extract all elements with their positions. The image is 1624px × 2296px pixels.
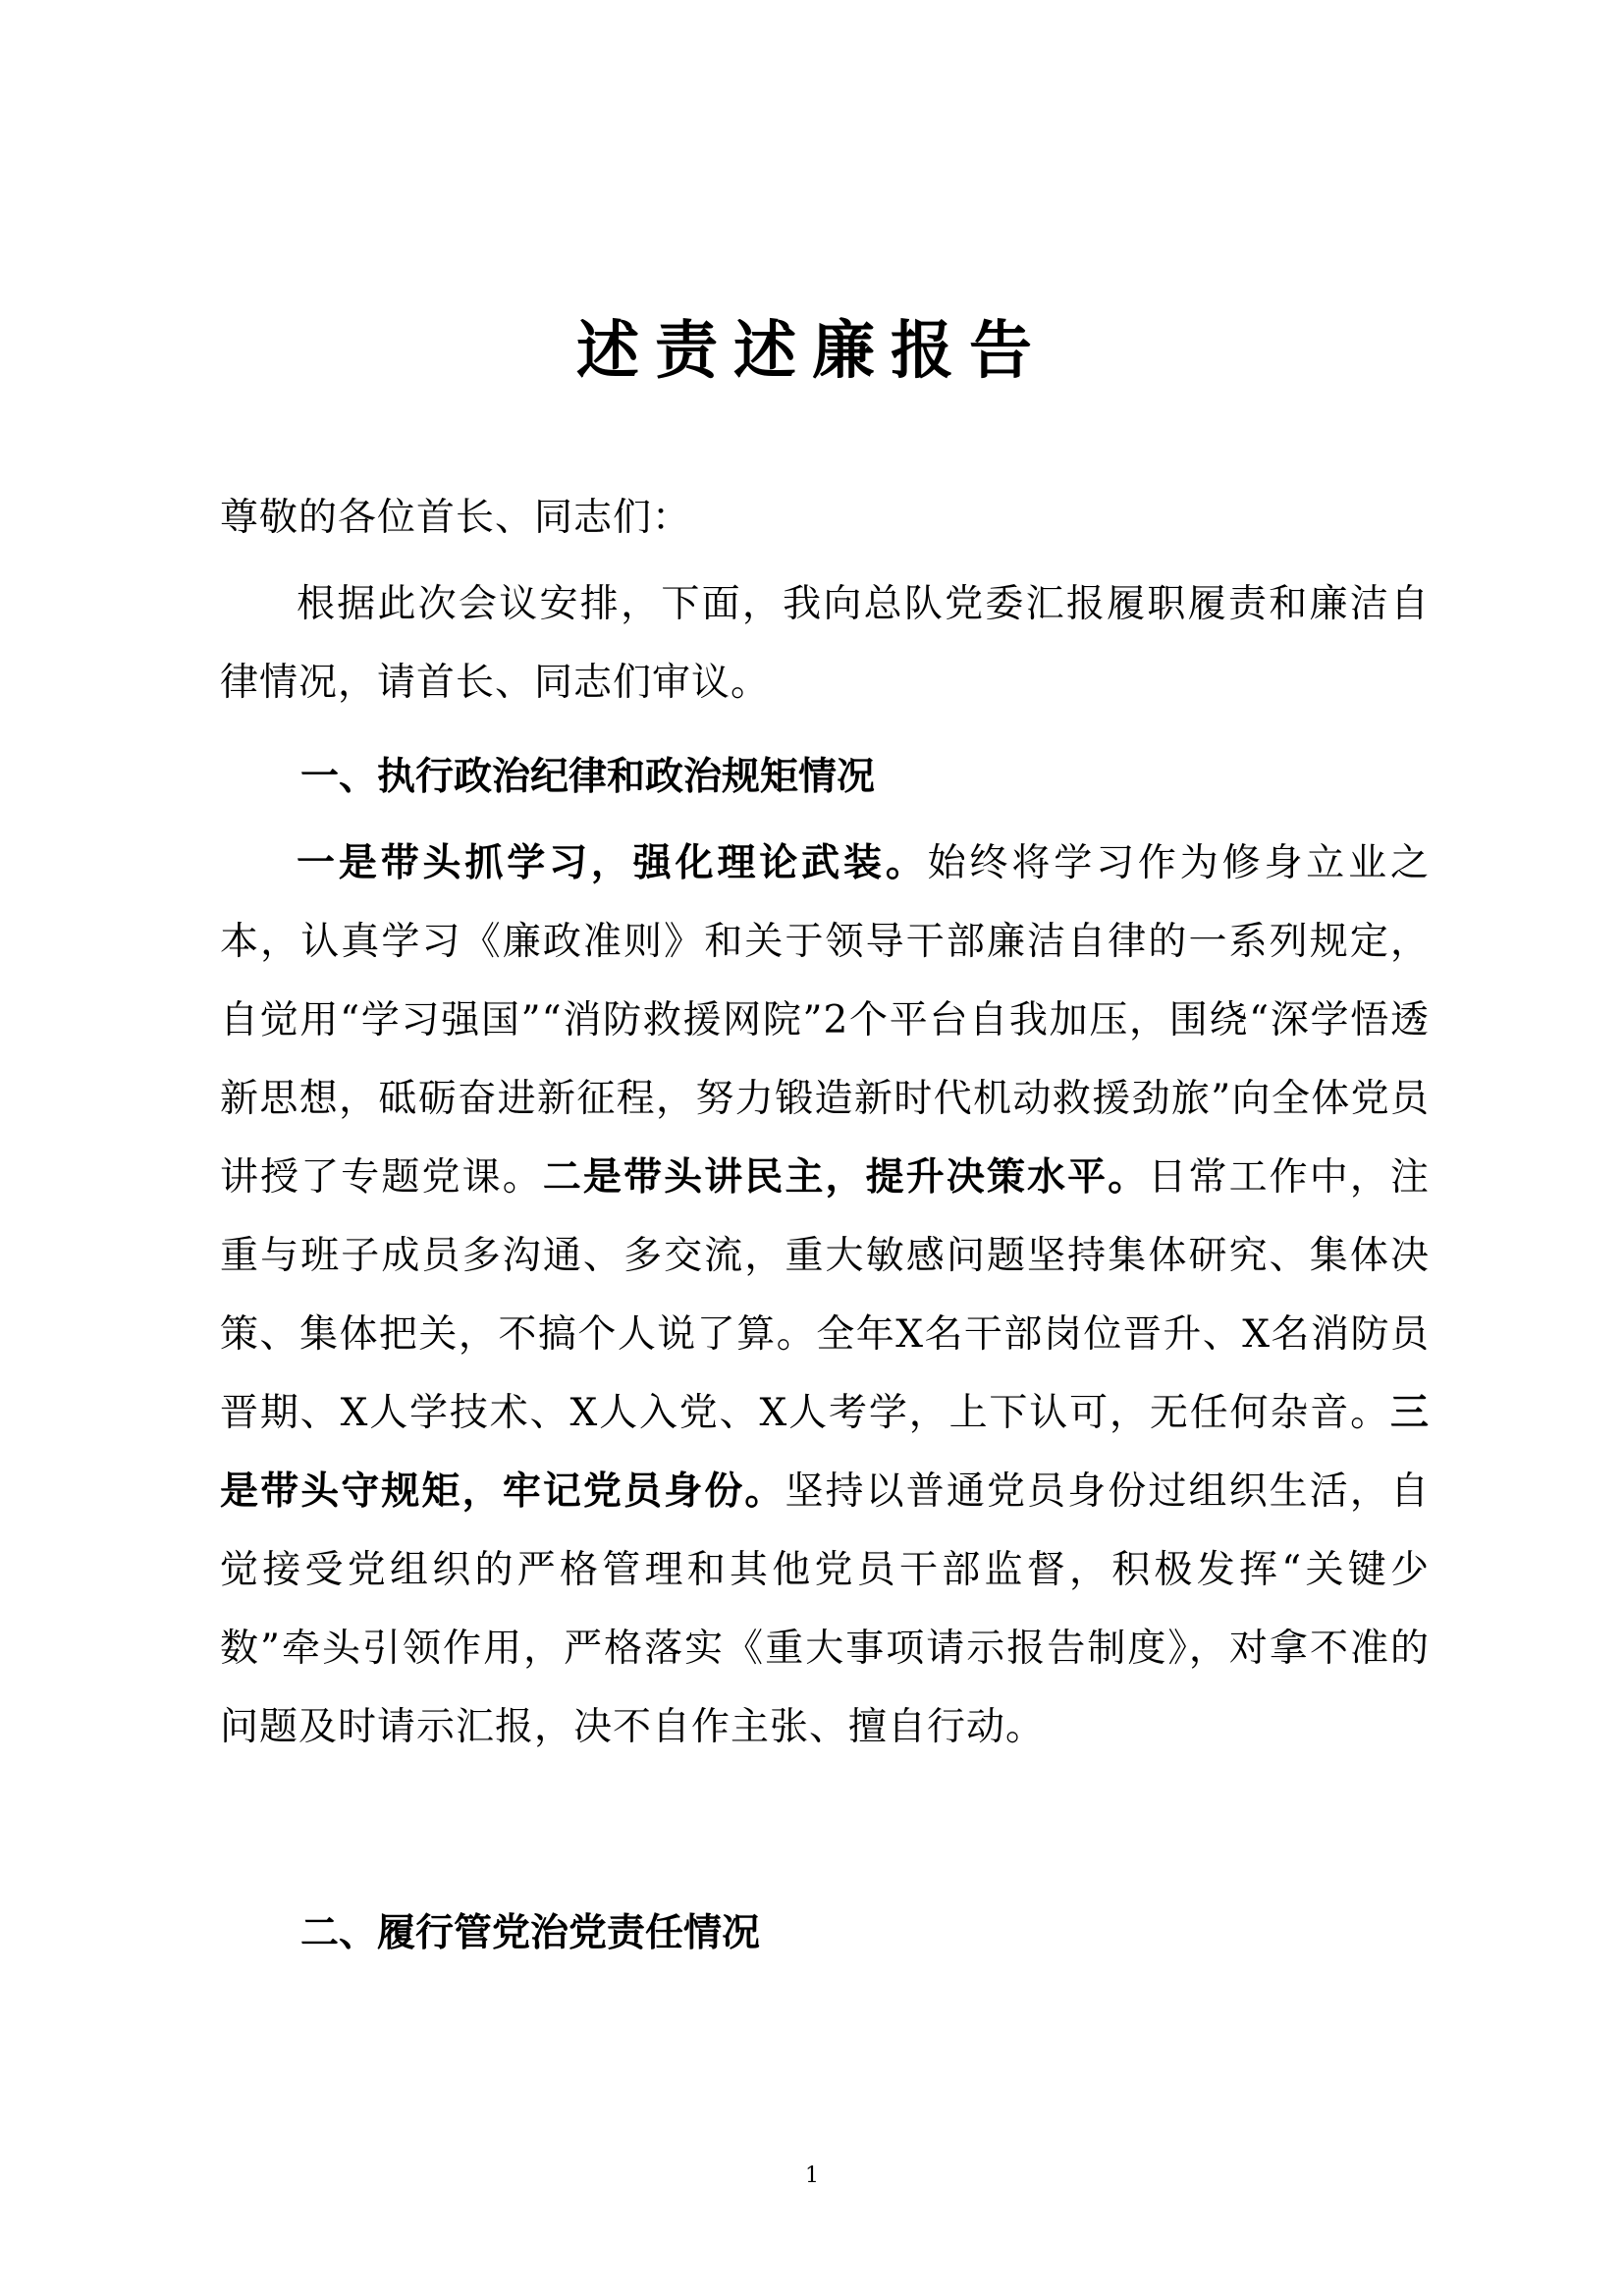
intro-text: 根据此次会议安排，下面，我向总队党委汇报履职履责和廉洁自律情况，请首长、同志们审议。 — [220, 582, 1430, 705]
lead-phrase-2: 二是带头讲民主，提升决策水平。 — [542, 1155, 1149, 1200]
document-title: 述责述廉报告 — [576, 314, 1048, 388]
section-1-text-3: 坚持以普通党员身份过组织生活，自觉接受党组织的严格管理和其他党员干部监督，积极发挥“关键少数”牵头引领作用，严格落实《重大事项请示报告制度》，对拿不准的问题及时请示汇报，决不自作主张、擅自行动。 — [220, 1469, 1430, 1749]
section-1-heading: 一、执行政治纪律和政治规矩情况 — [300, 755, 876, 799]
greeting-paragraph — [220, 479, 1430, 558]
lead-phrase-3: 三是带头守规矩，牢记党员身份。 — [220, 1391, 1430, 1514]
section-1-body — [220, 825, 1430, 1767]
intro-paragraph — [220, 565, 1430, 722]
greeting-text: 尊敬的各位首长、同志们： — [220, 496, 692, 540]
section-1-text-1: 始终将学习作为修身立业之本，认真学习《廉政准则》和关于领导干部廉洁自律的一系列规定，自觉用“学习强国”“消防救援网院”2个平台自我加压，围绕“深学悟透新思想，砥砺奋进新征程，努力锻造新时代机动救援劲旅”向全体党员讲授了专题党课。 — [220, 841, 1430, 1200]
section-1-paragraph — [220, 825, 1430, 1767]
page-number: 1 — [805, 2163, 819, 2188]
section-1-text-2: 日常工作中，注重与班子成员多沟通、多交流，重大敏感问题坚持集体研究、集体决策、集体把关，不搞个人说了算。全年X名干部岗位晋升、X名消防员晋期、X人学技术、X人入党、X人考学，上下认可，无任何杂音。 — [220, 1155, 1430, 1435]
section-2-heading: 二、履行管党治党责任情况 — [300, 1911, 761, 1955]
lead-phrase-1: 一是带头抓学习，强化理论武装。 — [297, 841, 928, 885]
